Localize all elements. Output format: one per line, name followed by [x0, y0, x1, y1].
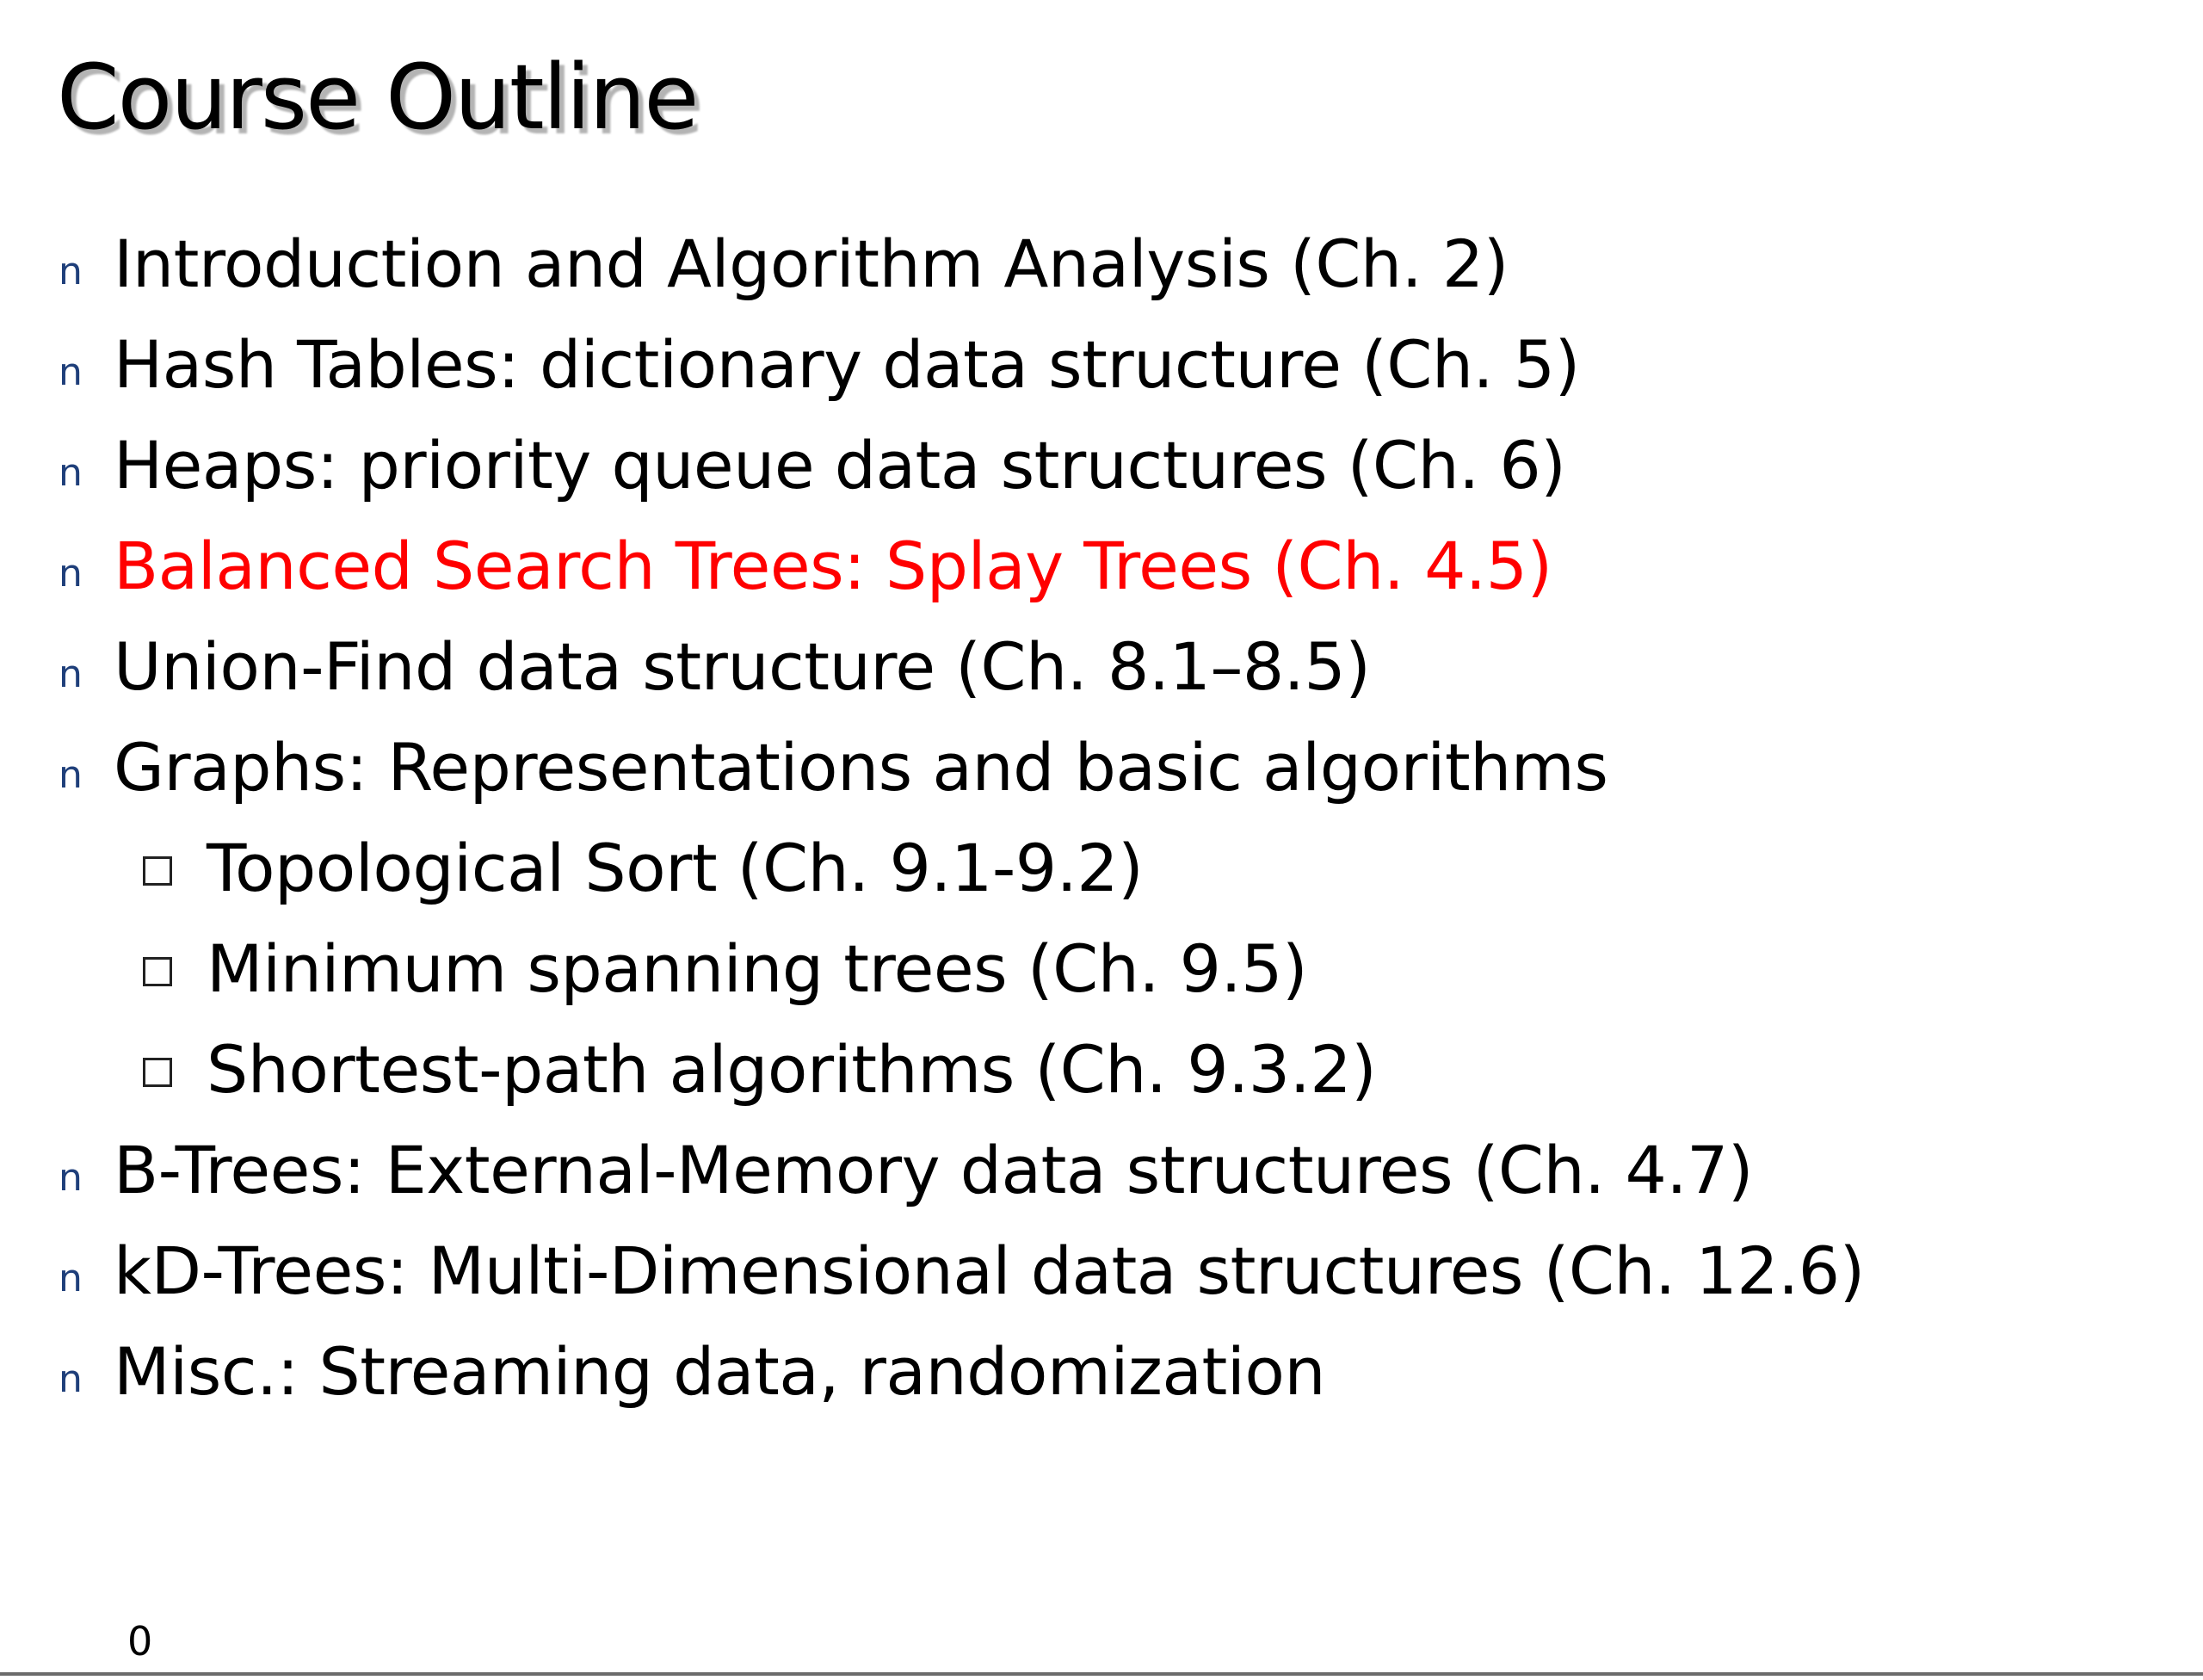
outline-item-text: Graphs: Representations and basic algorithms [114, 729, 1608, 806]
slide-title: Course Outline [57, 45, 698, 150]
square-bullet-icon [143, 957, 172, 986]
bottom-divider [0, 1672, 2203, 1676]
outline-item-text: B-Trees: External-Memory data structures (Ch. 4.7) [114, 1132, 1753, 1208]
outline-item-text: Misc.: Streaming data, randomization [114, 1333, 1326, 1410]
outline-item-text: Introduction and Algorithm Analysis (Ch. 2) [114, 225, 1509, 302]
outline-subitem-text: Topological Sort (Ch. 9.1-9.2) [207, 830, 1144, 906]
outline-item-text: Union-Find data structure (Ch. 8.1–8.5) [114, 628, 1371, 705]
square-bullet-icon [143, 856, 172, 886]
bullet-marker: n [59, 552, 83, 596]
bullet-marker: n [59, 451, 83, 495]
outline-subitem-text: Minimum spanning trees (Ch. 9.5) [207, 930, 1308, 1007]
slide-page-number: 0 [127, 1618, 153, 1665]
outline-item-text: Heaps: priority queue data structures (Ch. 6) [114, 427, 1566, 503]
bullet-marker: n [59, 350, 83, 394]
bullet-marker: n [59, 753, 83, 797]
bullet-marker: n [59, 250, 83, 293]
outline-item-text: kD-Trees: Multi-Dimensional data structures (Ch. 12.6) [114, 1232, 1865, 1309]
bullet-marker: n [59, 1156, 83, 1200]
outline-subitem-text: Shortest-path algorithms (Ch. 9.3.2) [207, 1031, 1377, 1108]
bullet-marker: n [59, 1257, 83, 1300]
bullet-marker: n [59, 1357, 83, 1401]
outline-item-text: Hash Tables: dictionary data structure (Ch. 5) [114, 326, 1580, 403]
outline-item-text: Balanced Search Trees: Splay Trees (Ch. 4.5) [114, 528, 1552, 604]
square-bullet-icon [143, 1058, 172, 1087]
bullet-marker: n [59, 652, 83, 696]
